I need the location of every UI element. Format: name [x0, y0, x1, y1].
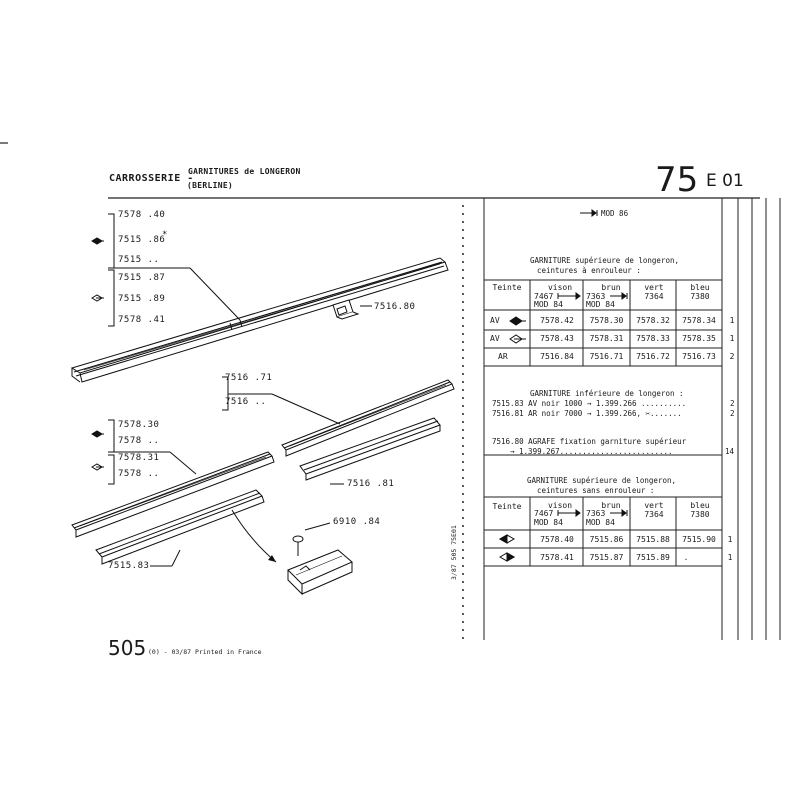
table1-row1-teinte: AV [490, 316, 500, 325]
group-number: 75 [655, 160, 699, 200]
table2-row2-brun: 7515.87 [589, 553, 624, 562]
table1-row3-teinte: AR [498, 352, 508, 361]
table1-vert-code: 7364 [644, 292, 664, 301]
part-label-7578-31: 7578.31 [118, 453, 160, 463]
table2-vert-code: 7364 [644, 510, 664, 519]
part-label-7515-89: 7515 .89 [118, 294, 166, 304]
part-label-7578-dots-b: 7578 .. [118, 469, 160, 479]
table1-vison-mod: MOD 84 [534, 300, 563, 309]
table1-row1-vert: 7578.32 [636, 316, 670, 325]
table1-header-vert: vert [644, 283, 664, 292]
table1-row3-brun: 7516.71 [589, 352, 624, 361]
table2-row2-vison: 7578.41 [540, 553, 574, 562]
part-label-7515-dots: 7515 .. [118, 255, 160, 265]
mod-note: MOD 86 [601, 209, 629, 218]
inferior-line2: 7516.81 AR noir 7000 → 1.399.266, ✂....... [492, 409, 682, 418]
inferior-line1-qty: 2 [730, 399, 735, 408]
table1-header-vison: vison [547, 283, 573, 292]
table1-row2-vert: 7578.33 [636, 334, 670, 343]
part-label-6910-84: 6910 .84 [333, 517, 381, 527]
table1-row2-brun: 7578.31 [589, 334, 624, 343]
table2-header-brun: brun [601, 501, 621, 510]
table1-row1-brun: 7578.30 [589, 316, 624, 325]
table1-title: GARNITURE supérieure de longeron, [530, 256, 680, 265]
part-label-7516-71: 7516 .71 [225, 373, 273, 383]
page-subtitle: (BERLINE) [187, 181, 234, 190]
page-number: 505 [108, 636, 147, 660]
part-label-7578-30: 7578.30 [118, 420, 160, 430]
table2-vison-code: 7467 [534, 509, 554, 518]
table1-header-teinte: Teinte [492, 283, 522, 292]
inferior-line1: 7515.83 AV noir 1000 → 1.399.266 .......... [492, 399, 687, 408]
section-label: CARROSSERIE - [109, 173, 194, 184]
table1-header-brun: brun [601, 283, 621, 292]
lower-strip-drawing [72, 452, 274, 564]
part-label-7578-dots-a: 7578 .. [118, 436, 160, 446]
part-label-7515-86: 7515 .86 [118, 235, 166, 245]
inferior-title: GARNITURE inférieure de longeron : [530, 389, 684, 398]
table2-brun-code: 7363 [586, 509, 606, 518]
part-label-mark: * [162, 230, 168, 240]
agrafe-line1: 7516.80 AGRAFE fixation garniture supérieur [492, 437, 687, 446]
table1-row2-teinte: AV [490, 334, 500, 343]
table2-brun-mod: MOD 84 [586, 518, 615, 527]
part-label-clip: 7516.80 [374, 302, 416, 312]
table1-row3-bleu: 7516.73 [682, 352, 716, 361]
middle-strip-drawing [282, 380, 454, 480]
table2-header-teinte: Teinte [492, 502, 522, 511]
table1-row2-qty: 1 [729, 334, 735, 343]
table1-row1-bleu: 7578.34 [682, 316, 716, 325]
section-detail-drawing [288, 550, 352, 594]
inferior-line2-qty: 2 [730, 409, 735, 418]
table2-subtitle: ceintures sans enrouleur : [537, 486, 655, 495]
agrafe-qty: 14 [725, 447, 735, 456]
table2-header-bleu: bleu [690, 501, 710, 510]
table1-row1-vison: 7578.42 [540, 316, 574, 325]
table1-row1-qty: 1 [729, 316, 735, 325]
table1-row3-qty: 2 [729, 352, 735, 361]
table2-title: GARNITURE supérieure de longeron, [527, 476, 677, 485]
part-label-7578-40: 7578 .40 [118, 210, 166, 220]
table1-row3-vison: 7516.84 [540, 352, 574, 361]
table1-row2-bleu: 7578.35 [682, 334, 716, 343]
table1-row3-vert: 7516.72 [636, 352, 670, 361]
table2-row2-qty: 1 [727, 553, 733, 562]
clip-drawing [333, 300, 358, 319]
subgroup-code: E 01 [706, 171, 744, 191]
part-label-7578-41: 7578 .41 [118, 315, 166, 325]
table2-vison-mod: MOD 84 [534, 518, 563, 527]
part-label-7515-87: 7515 .87 [118, 273, 166, 283]
table2-row1-bleu: 7515.90 [682, 535, 716, 544]
table1-header-bleu: bleu [690, 283, 710, 292]
table1-row2-vison: 7578.43 [540, 334, 574, 343]
table2-row1-vison: 7578.40 [540, 535, 574, 544]
table1-vison-code: 7467 [534, 292, 554, 301]
part-label-7516-dots: 7516 .. [225, 397, 267, 407]
table2-row2-bleu: . [683, 553, 689, 562]
table2-row1-brun: 7515.86 [589, 535, 624, 544]
table2-row2-vert: 7515.89 [636, 553, 670, 562]
table2-header-vison: vison [547, 501, 573, 510]
table2-header-vert: vert [644, 501, 664, 510]
table1-brun-code: 7363 [586, 292, 606, 301]
screw-drawing [293, 536, 303, 556]
agrafe-line2: → 1.399.267......................... [510, 447, 673, 456]
table2-bleu-code: 7380 [690, 510, 710, 519]
vertical-doc-code: 3/87 505 75E01 [450, 525, 458, 580]
table2-row1-vert: 7515.88 [636, 535, 670, 544]
table1-brun-mod: MOD 84 [586, 300, 615, 309]
part-label-7516-81: 7516 .81 [347, 479, 395, 489]
table2-row1-qty: 1 [727, 535, 733, 544]
page-title: GARNITURES de LONGERON [188, 167, 301, 176]
part-label-7515-83: 7515.83 [108, 561, 150, 571]
table1-subtitle: ceintures à enrouleur : [537, 266, 641, 275]
footer-print-info: (0) - 03/87 Printed in France [148, 648, 262, 656]
table1-bleu-code: 7380 [690, 292, 710, 301]
